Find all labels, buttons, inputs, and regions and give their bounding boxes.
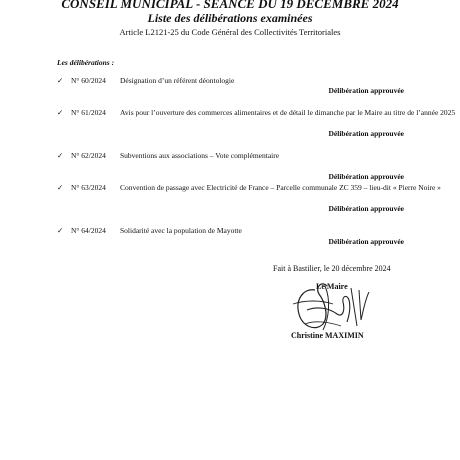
deliberation-text: Avis pour l’ouverture des commerces alimentaires et de détail le dimanche par le Maire au titre de l’année 2025 xyxy=(120,108,456,117)
deliberation-status: Délibération approuvée xyxy=(328,86,404,95)
check-icon: ✓ xyxy=(57,226,64,235)
deliberation-number: N° 63/2024 xyxy=(71,183,106,192)
deliberation-status: Délibération approuvée xyxy=(328,237,404,246)
deliberation-status: Délibération approuvée xyxy=(328,204,404,213)
check-icon: ✓ xyxy=(57,151,64,160)
deliberation-number: N° 62/2024 xyxy=(71,151,106,160)
check-icon: ✓ xyxy=(57,183,64,192)
deliberation-text: Convention de passage avec Electricité de France – Parcelle communale ZC 359 – lieu-dit « Pierre Noire » xyxy=(120,183,441,192)
deliberation-text: Désignation d’un référent déontologie xyxy=(120,76,235,85)
deliberation-text: Solidarité avec la population de Mayotte xyxy=(120,226,242,235)
deliberation-status: Délibération approuvée xyxy=(328,129,404,138)
signatory-role: Le Maire xyxy=(316,282,348,291)
signatory-name: Christine MAXIMIN xyxy=(291,331,364,340)
document-subtitle: Liste des délibérations examinées xyxy=(147,11,313,25)
legal-reference: Article L2121-25 du Code Général des Collectivités Territoriales xyxy=(119,27,341,37)
document-title: CONSEIL MUNICIPAL - SEANCE DU 19 DECEMBRE 2024 xyxy=(61,0,399,11)
deliberation-number: N° 64/2024 xyxy=(71,226,106,235)
check-icon: ✓ xyxy=(57,108,64,117)
deliberation-text: Subventions aux associations – Vote complémentaire xyxy=(120,151,280,160)
deliberation-number: N° 61/2024 xyxy=(71,108,106,117)
section-label: Les délibérations : xyxy=(57,58,115,67)
deliberation-number: N° 60/2024 xyxy=(71,76,106,85)
place-date: Fait à Bastilier, le 20 décembre 2024 xyxy=(273,264,391,273)
deliberation-status: Délibération approuvée xyxy=(328,172,404,181)
check-icon: ✓ xyxy=(57,76,64,85)
